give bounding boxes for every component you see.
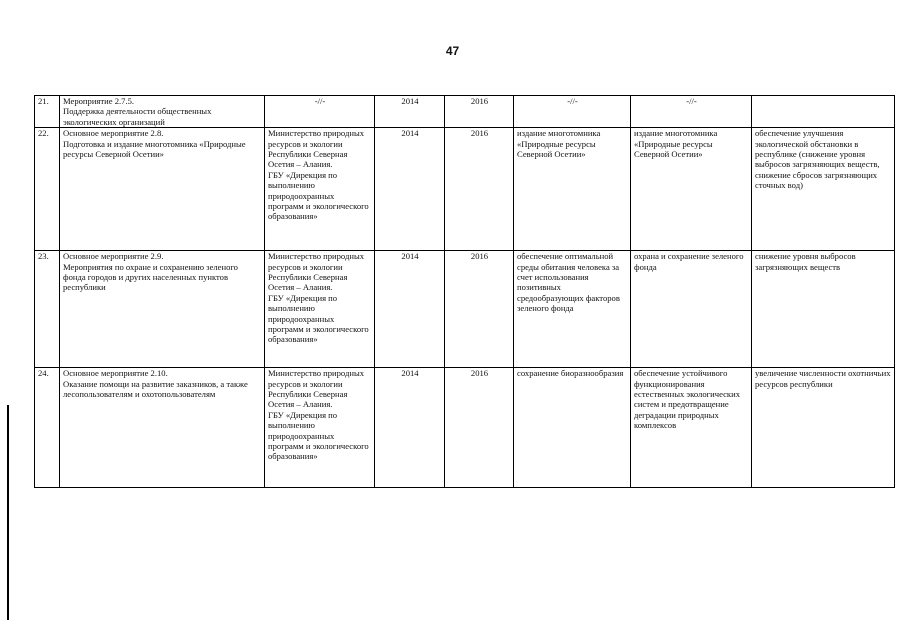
short-term-result-cell: сохранение биоразнообразия bbox=[514, 368, 631, 488]
row-number-cell: 23. bbox=[35, 251, 60, 368]
program-activities-table bbox=[34, 95, 895, 488]
indicator-link-cell: обеспечение улучшения экологической обстановки в республике (снижение уровня выбросов загрязняющих веществ, снижение сбросов загрязняющих сточных вод) bbox=[752, 128, 895, 251]
indicator-link-cell: снижение уровня выбросов загрязняющих веществ bbox=[752, 251, 895, 368]
end-year-cell: 2016 bbox=[445, 251, 514, 368]
responsible-executor-cell: Министерство природных ресурсов и экологии Республики Северная Осетия – Алания. ГБУ «Дирекция по выполнению природоохранных программ и экологического образования» bbox=[265, 368, 375, 488]
start-year-cell: 2014 bbox=[375, 128, 445, 251]
start-year-cell: 2014 bbox=[375, 251, 445, 368]
table-row bbox=[35, 128, 895, 251]
long-term-result-cell: -//- bbox=[631, 96, 752, 128]
table-row bbox=[35, 368, 895, 488]
row-number-cell: 21. bbox=[35, 96, 60, 128]
table-row bbox=[35, 251, 895, 368]
page-number: 47 bbox=[445, 44, 460, 58]
activity-name-cell: Основное мероприятие 2.9. Мероприятия по охране и сохранению зеленого фонда городов и других населенных пунктов республики bbox=[60, 251, 265, 368]
row-number-cell: 22. bbox=[35, 128, 60, 251]
responsible-executor-cell: -//- bbox=[265, 96, 375, 128]
long-term-result-cell: обеспечение устойчивого функционирования естественных экологических систем и предотвращение деградации природных комплексов bbox=[631, 368, 752, 488]
start-year-cell: 2014 bbox=[375, 96, 445, 128]
end-year-cell: 2016 bbox=[445, 368, 514, 488]
end-year-cell: 2016 bbox=[445, 96, 514, 128]
responsible-executor-cell: Министерство природных ресурсов и экологии Республики Северная Осетия – Алания. ГБУ «Дирекция по выполнению природоохранных программ и экологического образования» bbox=[265, 128, 375, 251]
long-term-result-cell: издание многотомника «Природные ресурсы Северной Осетии» bbox=[631, 128, 752, 251]
indicator-link-cell bbox=[752, 96, 895, 128]
activity-name-cell: Мероприятие 2.7.5. Поддержка деятельности общественных экологических организаций bbox=[60, 96, 265, 128]
short-term-result-cell: -//- bbox=[514, 96, 631, 128]
end-year-cell: 2016 bbox=[445, 128, 514, 251]
indicator-link-cell: увеличение численности охотничьих ресурсов республики bbox=[752, 368, 895, 488]
activity-name-cell: Основное мероприятие 2.10. Оказание помощи на развитие заказников, а также лесопользователям и охотопользователям bbox=[60, 368, 265, 488]
activity-name-cell: Основное мероприятие 2.8. Подготовка и издание многотомника «Природные ресурсы Северной Осетии» bbox=[60, 128, 265, 251]
short-term-result-cell: издание многотомника «Природные ресурсы Северной Осетии» bbox=[514, 128, 631, 251]
margin-line bbox=[7, 405, 9, 620]
short-term-result-cell: обеспечение оптимальной среды обитания человека за счет использования позитивных средообразующих факторов зеленого фонда bbox=[514, 251, 631, 368]
start-year-cell: 2014 bbox=[375, 368, 445, 488]
table-row bbox=[35, 96, 895, 128]
responsible-executor-cell: Министерство природных ресурсов и экологии Республики Северная Осетия – Алания. ГБУ «Дирекция по выполнению природоохранных программ и экологического образования» bbox=[265, 251, 375, 368]
long-term-result-cell: охрана и сохранение зеленого фонда bbox=[631, 251, 752, 368]
row-number-cell: 24. bbox=[35, 368, 60, 488]
